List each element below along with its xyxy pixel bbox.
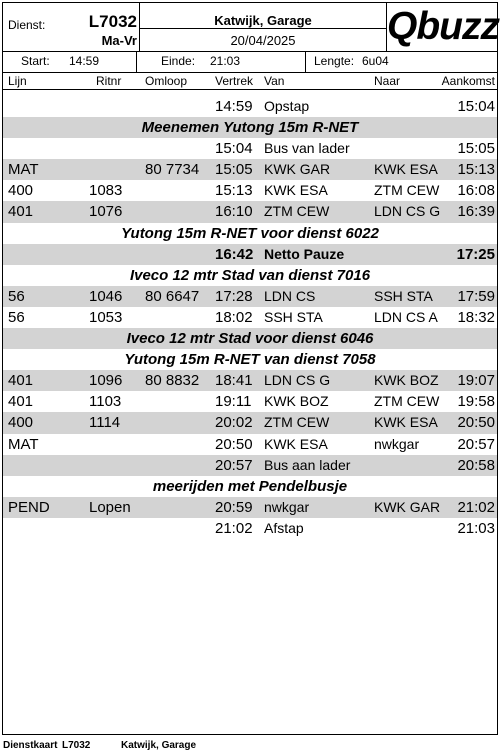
cell-aankomst: 19:58 xyxy=(457,393,495,411)
col-naar: Naar xyxy=(374,74,401,88)
cell-naar: KWK GAR xyxy=(374,498,441,515)
cell-aankomst: 15:04 xyxy=(457,98,495,115)
cell-naar: KWK BOZ xyxy=(374,372,439,389)
cell-aankomst: 20:57 xyxy=(457,435,495,453)
section-header: Meenemen Yutong 15m R-NET xyxy=(3,117,497,138)
cell-naar: SSH STA xyxy=(374,287,433,304)
trip-row xyxy=(3,518,497,539)
start-cell xyxy=(3,51,137,72)
section-header: Yutong 15m R-NET van dienst 7058 xyxy=(124,351,376,369)
cell-aankomst: 15:13 xyxy=(457,161,495,179)
location-cell xyxy=(140,3,387,51)
pause-row xyxy=(3,244,497,265)
cell-naar: nwkgar xyxy=(374,435,420,452)
einde-time: 21:03 xyxy=(210,54,241,68)
cell-lijn: 400 xyxy=(8,414,34,432)
location-name: Katwijk, Garage xyxy=(214,13,312,28)
cell-ritnr: Lopen xyxy=(89,498,131,516)
section-header: Iveco 12 mtr Stad van dienst 7016 xyxy=(129,266,371,284)
cell-aankomst: 17:25 xyxy=(456,245,495,263)
trip-row xyxy=(3,370,497,391)
times-bar xyxy=(3,51,497,73)
cell-vertrek: 20:59 xyxy=(215,498,253,516)
trip-row xyxy=(3,180,497,201)
lengte-cell xyxy=(306,51,497,72)
cell-lijn: MAT xyxy=(8,435,39,453)
cell-van: KWK ESA xyxy=(264,435,328,452)
cell-ritnr: 1083 xyxy=(89,182,123,200)
cell-van: Afstap xyxy=(264,519,304,536)
footer-dienst: L7032 xyxy=(62,740,91,751)
cell-vertrek: 20:50 xyxy=(215,435,253,453)
footer-label: Dienstkaart xyxy=(3,740,58,751)
col-ritnr: Ritnr xyxy=(96,74,122,88)
cell-vertrek: 16:10 xyxy=(215,203,253,221)
cell-van: KWK ESA xyxy=(264,182,328,199)
dienst-label: Dienst: xyxy=(8,18,46,32)
cell-aankomst: 19:07 xyxy=(457,372,495,390)
cell-van: KWK GAR xyxy=(264,161,331,178)
start-label: Start: xyxy=(21,54,50,68)
qbuzz-logo: Qbuzz xyxy=(387,5,499,48)
cell-vertrek: 18:02 xyxy=(215,308,253,326)
trip-row xyxy=(3,138,497,159)
cell-ritnr: 1046 xyxy=(89,287,123,305)
trip-row xyxy=(3,286,497,307)
trip-row xyxy=(3,96,497,117)
footer-location: Katwijk, Garage xyxy=(121,740,197,751)
dienstkaart-frame xyxy=(2,2,498,735)
cell-van: LDN CS G xyxy=(264,372,331,389)
cell-vertrek: 16:42 xyxy=(215,245,254,263)
cell-naar: LDN CS A xyxy=(374,308,438,325)
col-omloop: Omloop xyxy=(145,74,188,88)
header xyxy=(3,3,497,52)
cell-vertrek: 17:28 xyxy=(215,287,253,305)
cell-van: SSH STA xyxy=(264,308,323,325)
days-label: Ma-Vr xyxy=(101,33,137,48)
section-header: meerijden met Pendelbusje xyxy=(152,477,348,495)
cell-omloop: 80 7734 xyxy=(145,161,200,179)
cell-lijn: 401 xyxy=(8,393,34,411)
cell-aankomst: 16:08 xyxy=(457,182,495,200)
cell-ritnr: 1114 xyxy=(89,414,121,432)
cell-lijn: MAT xyxy=(8,161,39,179)
trip-row xyxy=(3,159,497,180)
trip-row xyxy=(3,412,497,433)
trip-row xyxy=(3,497,497,518)
cell-naar: KWK ESA xyxy=(374,161,438,178)
cell-van: LDN CS xyxy=(264,287,316,304)
cell-vertrek: 15:13 xyxy=(215,182,253,200)
cell-aankomst: 17:59 xyxy=(457,287,495,305)
lengte-label: Lengte: xyxy=(314,54,355,68)
trip-row xyxy=(3,307,497,328)
cell-vertrek: 15:04 xyxy=(215,140,253,158)
einde-cell xyxy=(137,51,306,72)
trip-row xyxy=(3,391,497,412)
logo-cell xyxy=(387,3,497,51)
cell-van: Netto Pauze xyxy=(264,245,345,262)
schedule-rows xyxy=(3,96,497,539)
cell-vertrek: 15:05 xyxy=(215,161,253,179)
cell-naar: LDN CS G xyxy=(374,203,441,220)
cell-aankomst: 16:39 xyxy=(457,203,495,221)
cell-aankomst: 18:32 xyxy=(457,308,495,326)
cell-van: Bus aan lader xyxy=(264,456,351,473)
col-aankomst: Aankomst xyxy=(441,74,495,88)
cell-aankomst: 21:03 xyxy=(457,519,495,537)
einde-label: Einde: xyxy=(161,54,196,68)
cell-van: KWK BOZ xyxy=(264,393,329,410)
cell-naar: ZTM CEW xyxy=(374,182,440,199)
cell-lijn: PEND xyxy=(8,498,50,516)
col-van: Van xyxy=(264,74,285,88)
cell-omloop: 80 6647 xyxy=(145,287,200,305)
cell-aankomst: 21:02 xyxy=(457,498,495,516)
cell-omloop: 80 8832 xyxy=(145,372,200,390)
cell-naar: ZTM CEW xyxy=(374,393,440,410)
cell-ritnr: 1076 xyxy=(89,203,123,221)
column-headers xyxy=(3,73,497,90)
trip-row xyxy=(3,201,497,222)
lengte-value: 6u04 xyxy=(362,54,389,68)
cell-ritnr: 1053 xyxy=(89,308,123,326)
cell-lijn: 401 xyxy=(8,203,34,221)
cell-lijn: 400 xyxy=(8,182,34,200)
trip-row xyxy=(3,455,497,476)
date: 20/04/2025 xyxy=(230,33,296,48)
start-time: 14:59 xyxy=(69,54,100,68)
cell-van: nwkgar xyxy=(264,498,310,515)
col-lijn: Lijn xyxy=(8,74,27,88)
header-divider xyxy=(140,28,386,29)
cell-aankomst: 20:58 xyxy=(457,456,495,474)
cell-aankomst: 15:05 xyxy=(457,140,495,158)
dienst-number: L7032 xyxy=(88,12,137,31)
cell-lijn: 56 xyxy=(8,287,25,305)
cell-van: Opstap xyxy=(264,98,310,114)
cell-naar: KWK ESA xyxy=(374,414,438,431)
cell-van: ZTM CEW xyxy=(264,414,330,431)
cell-lijn: 56 xyxy=(8,308,25,326)
cell-vertrek: 14:59 xyxy=(215,98,253,115)
cell-vertrek: 21:02 xyxy=(215,519,253,537)
cell-ritnr: 1103 xyxy=(89,393,122,411)
dienst-cell xyxy=(3,3,140,51)
cell-vertrek: 18:41 xyxy=(215,372,253,390)
cell-vertrek: 20:02 xyxy=(215,414,253,432)
cell-ritnr: 1096 xyxy=(89,372,123,390)
cell-van: ZTM CEW xyxy=(264,203,330,220)
cell-aankomst: 20:50 xyxy=(457,414,495,432)
col-vertrek: Vertrek xyxy=(215,74,254,88)
section-header: Iveco 12 mtr Stad voor dienst 6046 xyxy=(3,328,497,349)
cell-van: Bus van lader xyxy=(264,140,350,157)
cell-vertrek: 20:57 xyxy=(215,456,253,474)
section-header: Yutong 15m R-NET voor dienst 6022 xyxy=(121,224,379,242)
trip-row xyxy=(3,434,497,455)
cell-lijn: 401 xyxy=(8,372,34,390)
cell-vertrek: 19:11 xyxy=(215,393,252,411)
